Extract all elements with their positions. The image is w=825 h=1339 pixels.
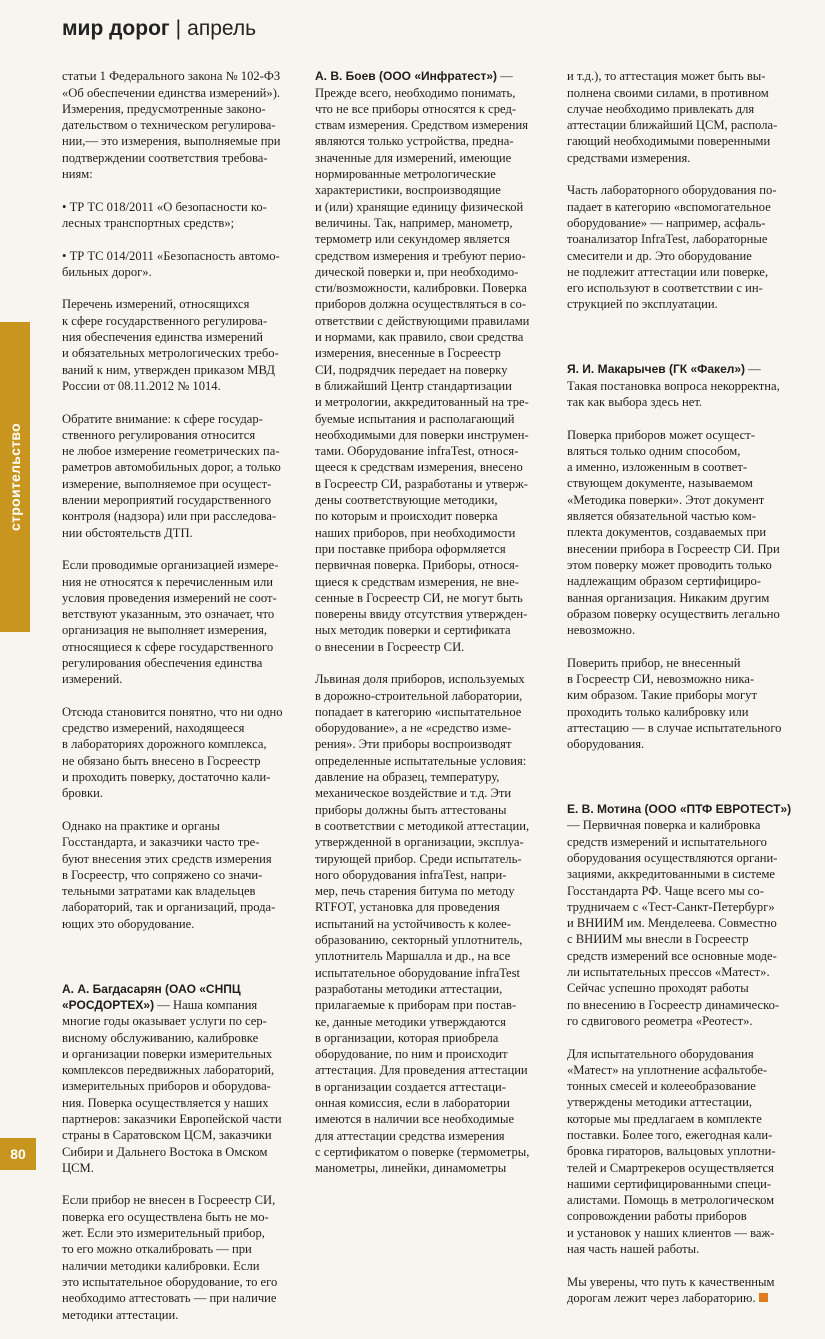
speaker-name: А. В. Боев (ООО «Инфратест») [315, 69, 498, 84]
spacer [62, 948, 302, 964]
paragraph: и т.д.), то аттестация может быть вы- полнена своими силами, в противном случае необходимо привлекать для аттестации ближайший ЦСМ, распола- гающий необходимыми поверенными средствами измерения. [567, 69, 778, 165]
paragraph: Отсюда становится понятно, что ни одно средство измерений, находящееся в лабораториях дорожного комплекса, не обязано быть внесено в Госреестр и проходить поверку, достаточно кали- бровки. [62, 704, 283, 801]
page-number: 80 [0, 1138, 36, 1170]
paragraph: Если прибор не внесен в Госреестр СИ, поверка его осуществлена быть не мо- жет. Если это измерительный прибор, то его можно откалибровать — при наличии методики калибровки. Если это испытательное оборудование, то его необходимо аттестовать — при наличие методики аттестации. [62, 1193, 278, 1322]
paragraph: Часть лабораторного оборудования по- падает в категорию «вспомогательное оборудование» — например, асфаль- тоанализатор InfraTest, лабораторные смесители и др. Это оборудование не подлежит аттестации или поверке, его используют в соответствии с ин- струкцией по эксплуатации. [567, 183, 777, 312]
speaker-text: — Наша компания многие годы оказывает услуги по сер- висному обслуживанию, калибровке и организации поверки измерительных комплексов передвижных лабораторий, измерительных приборов и оборудова- ния. Поверка осуществляется у наших партнеров: заказчики Европейской части страны в Саратовском ЦСМ, заказчики Сибири и Дальнего Востока в Омском ЦСМ. [62, 997, 282, 1175]
paragraph: Перечень измерений, относящихся к сфере государственного регулирова- ния обеспечения единства измерений и обязательных метрологических требо- ваний к ним, утвержден приказом МВД России от 08.11.2012 № 1014. [62, 297, 279, 393]
bullet-icon: • [62, 248, 67, 263]
bullet-icon: • [62, 199, 67, 214]
speaker-text: — Первичная поверка и калибровка средств измерений и испытательного оборудования осуществляются органи- зациями, аккредитованными в системе Госстандарта РФ. Чаще всего мы со- трудничаем с «Тест-Санкт-Петербург» и ВНИИМ им. Менделеева. Совместно с ВНИИМ мы внесли в Госреестр средств измерений все основные моде- ли испытательных прессов «Матест». Сейчас успешно проходят работы по внесению в Госреестр динамическо- го сдвигового реометра «Реотест». [567, 818, 780, 1028]
paragraph: Однако на практике и органы Госстандарта, и заказчики часто тре- буют внесения этих средств измерения в Госреестр, что сопряжено со значи- тельными затратами как владельцев лабораторий, так и организаций, прода- ющих это оборудование. [62, 818, 276, 931]
end-of-article-mark [759, 1293, 768, 1302]
issue-month: апрель [187, 17, 257, 40]
paragraph: Поверка приборов может осущест- вляться только одним способом, а именно, изложенным в соответ- ствующем документе, называемом «Методика поверки». Этот документ является обязательной частью ком- плекта документов, создаваемых при внесении прибора в Госреестр СИ. При этом поверку может проводить только надлежащим образом сертифициро- ванная организация. Никаким другим образом поверку осуществить легально невозможно. [567, 427, 780, 638]
section-tab [0, 322, 30, 632]
section-tab-label: строительство [7, 422, 24, 532]
paragraph: статьи 1 Федерального закона № 102-ФЗ «Об обеспечении единства измерений»). Измерения, предусмотренные законо- дательством о техническом регулирова- нии,— это измерения, выполняемые при подтверждении соответствия требова- ниям: [62, 69, 281, 182]
speaker-name: Я. И. Макарычев (ГК «Факел») [567, 362, 746, 377]
text-column-3 [567, 52, 807, 1323]
text-column-2 [315, 52, 555, 1193]
paragraph: Для испытательного оборудования «Матест» на уплотнение асфальтобе- тонных смесей и колееобразование утверждены методики аттестации, которые мы предлагаем в комплекте поставки. Более того, ежегодная кали- бровка гираторов, вальцовых уплотни- телей и Смартрекеров осуществляется нашими сертифицированными специ- алистами. Помощь в метрологическом сопровождении работы приборов и установок у наших клиентов — важ- ная часть нашей работы. [567, 1046, 776, 1257]
paragraph: Львиная доля приборов, используемых в дорожно-строительной лаборатории, попадает в категорию «испытательное оборудование», а не «средство изме- рения». Эти приборы воспроизводят определенные испытательные условия: давление на образец, температуру, механическое воздействие и т.д. Эти приборы должны быть аттестованы в соответствии с методикой аттестации, утвержденной в организации, эксплуа- тирующей прибор. Среди испытатель- ного оборудования infraTest, напри- мер, печь старения битума по методу RTFOT, установка для проведения испытаний на устойчивость к колее- образованию, секторный уплотнитель, уплотнитель Маршалла и др., на все испытательное оборудование infraTest разработаны методики аттестации, прилагаемые к приборам при постав- ке, данные методики утверждаются в организации, которая приобрела оборудование, по ним и происходит аттестация. Для проведения аттестации в организации создается аттестаци- онная комиссия, если в лаборатории имеются в наличии все необходимые для аттестации средства измерения с сертификатом о поверке (термометры, манометры, линейки, динамометры [315, 672, 530, 1176]
bullet-text: ТР ТС 018/2011 «О безопасности ко- лесных транспортных средств»; [62, 199, 267, 230]
speaker-paragraph [315, 68, 555, 655]
paragraph: Поверить прибор, не внесенный в Госреестр СИ, невозможно ника- ким образом. Такие приборы могут проходить только калибровку или аттестацию — в случае испытательного оборудования. [567, 655, 782, 752]
text-column-1 [62, 52, 302, 1339]
speaker-paragraph [567, 801, 807, 1029]
running-header [62, 12, 256, 46]
bullet-item [62, 248, 302, 281]
magazine-title: мир дорог [62, 17, 170, 40]
bullet-item [62, 199, 302, 232]
speaker-text: — Такая постановка вопроса некорректна, так как выбора здесь нет. [567, 362, 780, 409]
bullet-text: ТР ТС 014/2011 «Безопасность автомо- бильных дорог». [62, 248, 280, 279]
closing-paragraph [567, 1274, 807, 1307]
speaker-paragraph [62, 981, 302, 1177]
speaker-text: — Прежде всего, необходимо понимать, что не все приборы относятся к сред- ствам измерения. Средством измерения являются только устройства, предна- значенные для измерений, имеющие нормированные метрологические характеристики, воспроизводящие и (или) хранящие единицу физической величины. Так, например, манометр, термометр или секундомер является средством измерения и требуют перио- дической поверки и, при необходимо- сти/возможности, калибровки. Поверка приборов должна осуществляться в со- ответствии с действующими правилами и нормами, как правило, свои средства измерения, внесенные в Госреестр СИ, подрядчик передает на поверку в ближайший Центр стандартизации и метрологии, аккредитованный на тре- буемые испытания и располагающий необходимыми для поверки инструмен- тами. Оборудование infraTest, относя- щееся к средствам измерения, внесено в Госреестр СИ, разработаны и утверж- дены соответствующие методики, по которым и происходит поверка наших приборов, при необходимости при поставке прибора оформляется первичная поверка. Приборы, относя- щиеся к средствам измерения, не вне- сенные в Госреестр СИ, не могут быть поверены ввиду отсутствия утвержден- ных методик поверки и сертификата о внесении в Госреестр СИ. [315, 69, 530, 654]
speaker-name: А. А. Багдасарян (ОАО «СНПЦ «РОСДОРТЕХ») [62, 981, 241, 1012]
spacer [567, 329, 807, 345]
header-separator: | [175, 17, 182, 40]
closing-text: Мы уверены, что путь к качественным дорогам лежит через лабораторию. [567, 1274, 775, 1305]
speaker-name: Е. В. Мотина (ООО «ПТФ ЕВРОТЕСТ») [567, 802, 792, 817]
paragraph: Если проводимые организацией измере- ния не относятся к перечисленным или условия проведения измерений не соот- ветствуют указанным, это означает, что организация не выполняет измерения, относящиеся к сфере государственного регулирования обеспечения единства измерений. [62, 558, 279, 687]
speaker-paragraph [567, 361, 807, 410]
paragraph: Обратите внимание: к сфере государ- ственного регулирования относится не любое измерение геометрических па- раметров автомобильных дорог, а только измерение, выполняемое при осущест- влении мероприятий государственного контроля (надзора) или при расследова- нии обстоятельств ДТП. [62, 411, 281, 540]
spacer [567, 769, 807, 785]
